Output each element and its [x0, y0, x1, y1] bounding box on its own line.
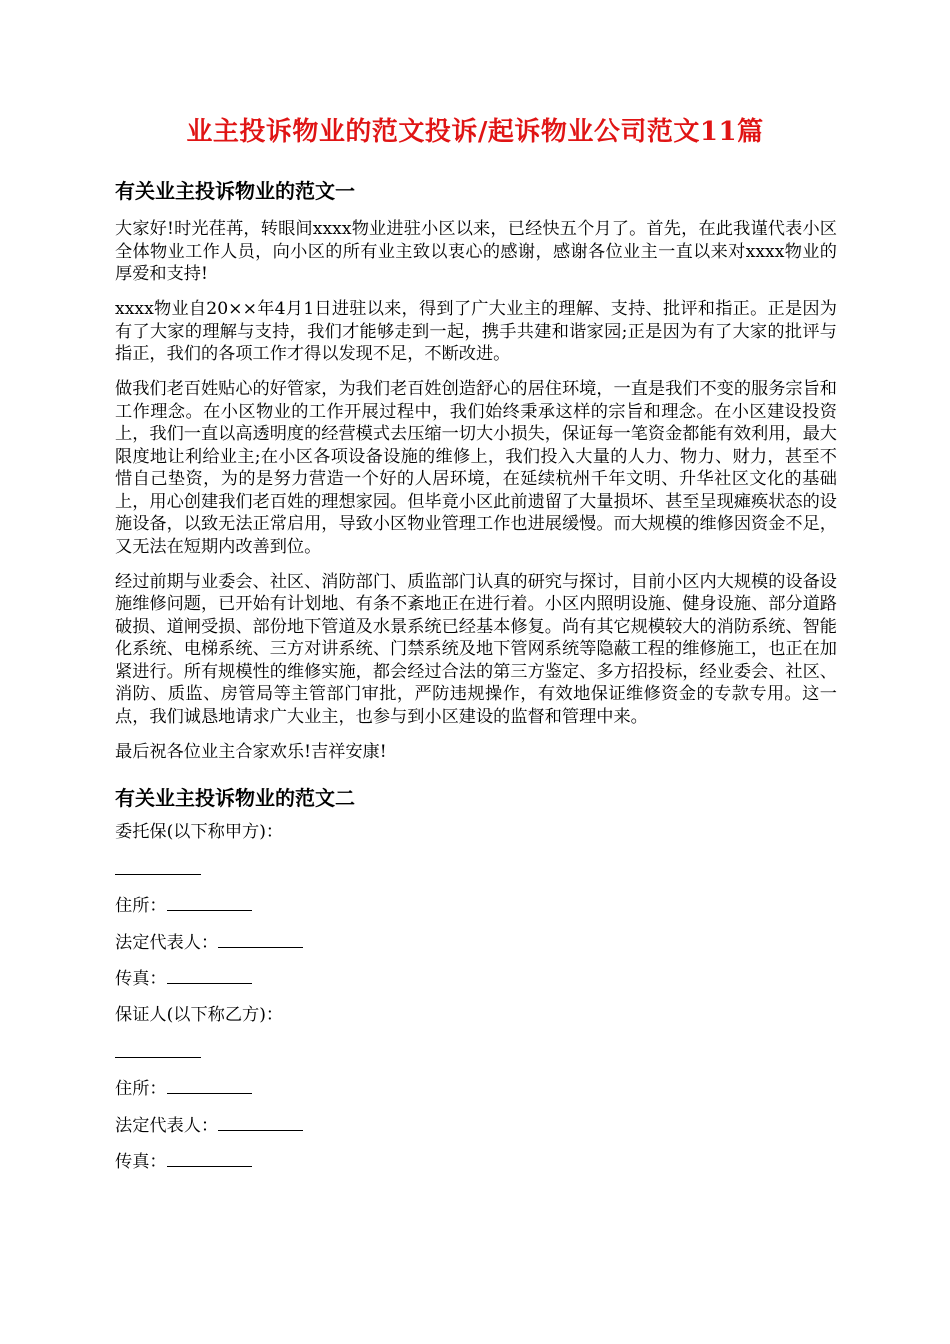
blank-line: [218, 931, 303, 948]
party-b-block: [115, 1004, 837, 1041]
blank-line: [167, 1150, 252, 1167]
party-a-fax-line: [115, 967, 837, 991]
document-title: 业主投诉物业的范文投诉/起诉物业公司范文11篇: [186, 117, 764, 147]
paragraph-5: 最后祝各位业主合家欢乐!吉祥安康!: [115, 741, 387, 762]
paragraph-3: 做我们老百姓贴心的好管家，为我们老百姓创造舒心的居住环境，一直是我们不变的服务宗旨和工作理念。在小区物业的工作开展过程中，我们始终秉承这样的宗旨和理念。在小区建设投资上，我们一直以高透明度的经营模式去压缩一切大小损失，保证每一笔资金都能有效利用，最大限度地让利给业主;在小区各项设备设施的维修上，我们投入大量的人力、物力、财力，甚至不惜自己垫资，为的是努力营造一个好的人居环境，在延续杭州千年文明、升华社区文化的基础上，用心创建我们老百姓的理想家园。但毕竟小区此前遗留了大量损坏、甚至呈现瘫痪状态的设施设备，以致无法正常启用，导致小区物业管理工作也进展缓慢。而大规模的维修因资金不足，又无法在短期内改善到位。: [115, 379, 837, 557]
paragraph-2: xxxx物业自20××年4月1日进驻以来，得到了广大业主的理解、支持、批评和指正。正是因为有了大家的理解与支持，我们才能够走到一起，携手共建和谐家园;正是因为有了大家的批评与指正，我们的各项工作才得以发现不足，不断改进。: [115, 299, 837, 364]
section-heading-2: 有关业主投诉物业的范文二: [115, 786, 355, 810]
legal-rep-label: 法定代表人：: [115, 932, 219, 953]
blank-line: [115, 858, 201, 875]
document-body: [115, 176, 837, 1187]
party-a-intro: 委托保(以下称甲方)：: [115, 822, 284, 842]
party-b-intro: 保证人(以下称乙方)：: [115, 1004, 284, 1025]
party-a-rep-line: [115, 931, 837, 955]
party-b-address-line: [115, 1077, 837, 1101]
blank-line: [167, 967, 252, 984]
blank-line: [167, 894, 252, 911]
paragraph-4: 经过前期与业委会、社区、消防部门、质监部门认真的研究与探讨，目前小区内大规模的设备设施维修问题，已开始有计划地、有条不紊地正在进行着。小区内照明设施、健身设施、部分道路破损、道闸受损、部份地下管道及水景系统已经基本修复。尚有其它规模较大的消防系统、智能化系统、电梯系统、三方对讲系统、门禁系统及地下管网系统等隐蔽工程的维修施工，也正在加紧进行。所有规模性的维修实施，都会经过合法的第三方鉴定、多方招投标，经业委会、社区、消防、质监、房管局等主管部门审批，严防违规操作，有效地保证维修资金的专款专用。这一点，我们诚恳地请求广大业主，也参与到小区建设的监督和管理中来。: [115, 571, 837, 727]
party-a-block: [115, 821, 837, 858]
blank-line: [115, 1041, 201, 1058]
party-b-rep-line: [115, 1114, 837, 1138]
legal-rep-label: 法定代表人：: [115, 1115, 219, 1136]
address-label: 住所：: [115, 896, 167, 917]
party-b-name-line: [115, 1041, 837, 1065]
section-heading-1: 有关业主投诉物业的范文一: [115, 179, 355, 203]
party-a-address-line: [115, 894, 837, 918]
party-b-fax-line: [115, 1150, 837, 1174]
blank-line: [218, 1114, 303, 1131]
blank-line: [167, 1077, 252, 1094]
fax-label: 传真：: [115, 969, 167, 990]
address-label: 住所：: [115, 1079, 167, 1100]
fax-label: 传真：: [115, 1152, 167, 1173]
party-a-name-line: [115, 858, 837, 882]
paragraph-1: 大家好!时光荏苒，转眼间xxxx物业进驻小区以来，已经快五个月了。首先，在此我谨代表小区全体物业工作人员，向小区的所有业主致以衷心的感谢，感谢各位业主一直以来对xxxx物业的厚爱和支持!: [115, 219, 837, 284]
